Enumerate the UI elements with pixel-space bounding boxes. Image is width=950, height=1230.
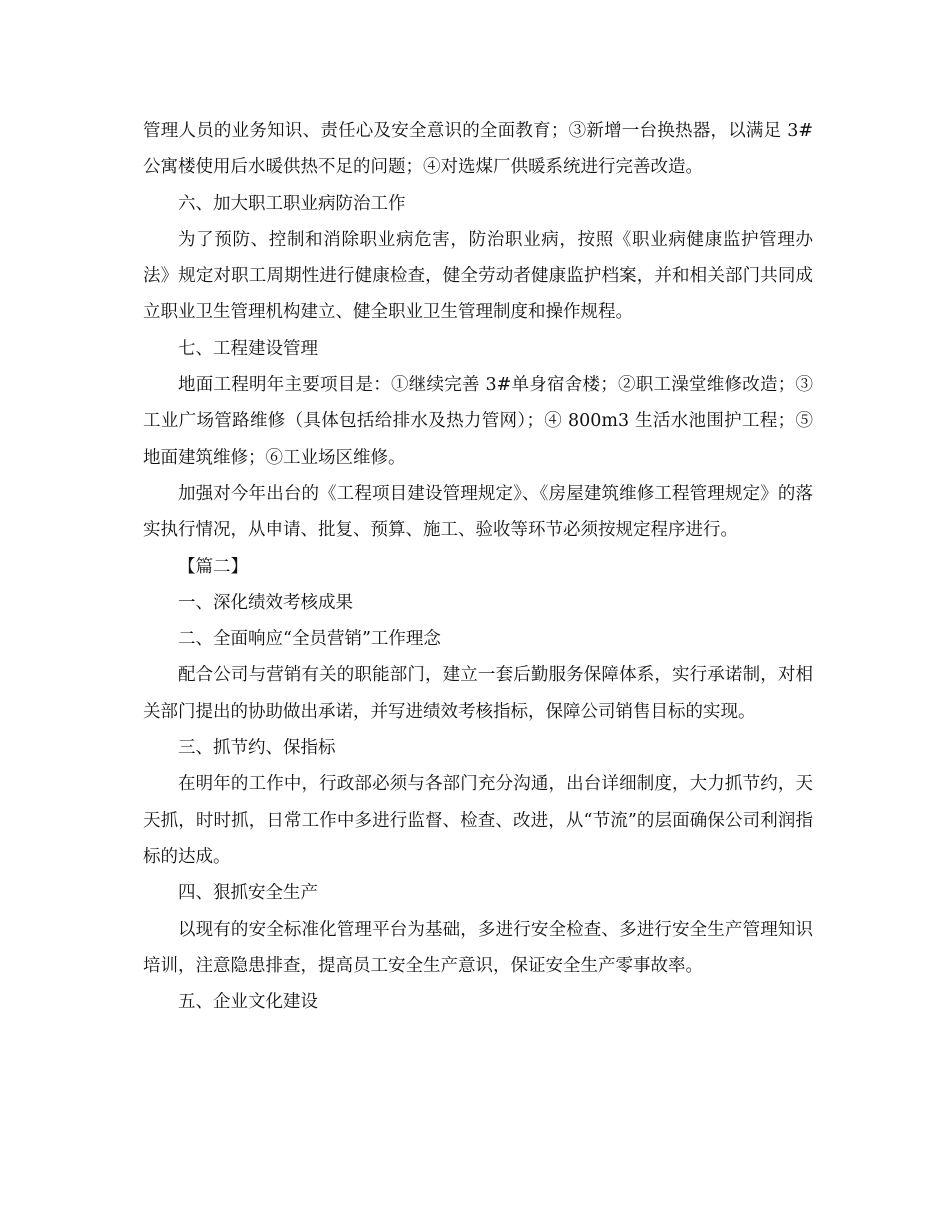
paragraph-marketing: 配合公司与营销有关的职能部门，建立一套后勤服务保障体系，实行承诺制，对相关部门提出的协助做出承诺，并写进绩效考核指标，保障公司销售目标的实现。 bbox=[143, 665, 813, 722]
paragraph-ground-projects: 地面工程明年主要项目是：①继续完善 3#单身宿舍楼；②职工澡堂维修改造；③工业广场管路维修（具体包括给排水及热力管网）；④ 800m3 生活水池围护工程；⑤地面建筑维修；⑥工业场区维修。 bbox=[143, 375, 813, 468]
part-two-heading: 【篇二】 bbox=[178, 556, 248, 577]
section-heading-occupational-disease: 六、加大职工职业病防治工作 bbox=[178, 193, 406, 214]
section-heading-performance: 一、深化绩效考核成果 bbox=[178, 592, 353, 613]
paragraph-safety: 以现有的安全标准化管理平台为基础，多进行安全检查、多进行安全生产管理知识培训，注意隐患排查，提高员工安全生产意识，保证安全生产零事故率。 bbox=[143, 919, 813, 976]
section-heading-marketing: 二、全面响应“全员营销”工作理念 bbox=[178, 629, 441, 650]
paragraph-regulations: 加强对今年出台的《工程项目建设管理规定》、《房屋建筑维修工程管理规定》的落实执行情况，从申请、批复、预算、施工、验收等环节必须按规定程序进行。 bbox=[143, 483, 813, 541]
section-heading-construction: 七、工程建设管理 bbox=[178, 338, 318, 359]
section-heading-safety: 四、狠抓安全生产 bbox=[178, 883, 318, 904]
paragraph-heating-measures: 管理人员的业务知识、责任心及安全意识的全面教育；③新增一台换热器，以满足 3#公寓楼使用后水暖供热不足的问题；④对选煤厂供暖系统进行完善改造。 bbox=[143, 121, 813, 178]
paragraph-savings: 在明年的工作中，行政部必须与各部门充分沟通，出台详细制度，大力抓节约，天天抓，时时抓，日常工作中多进行监督、检查、改进，从“节流”的层面确保公司利润指标的达成。 bbox=[143, 774, 813, 867]
document-body bbox=[143, 113, 813, 1020]
section-heading-culture: 五、企业文化建设 bbox=[178, 992, 318, 1013]
section-heading-savings: 三、抓节约、保指标 bbox=[178, 738, 336, 759]
paragraph-occupational-disease: 为了预防、控制和消除职业病危害，防治职业病，按照《职业病健康监护管理办法》规定对职工周期性进行健康检查，健全劳动者健康监护档案，并和相关部门共同成立职业卫生管理机构建立、健全职业卫生管理制度和操作规程。 bbox=[143, 229, 813, 323]
